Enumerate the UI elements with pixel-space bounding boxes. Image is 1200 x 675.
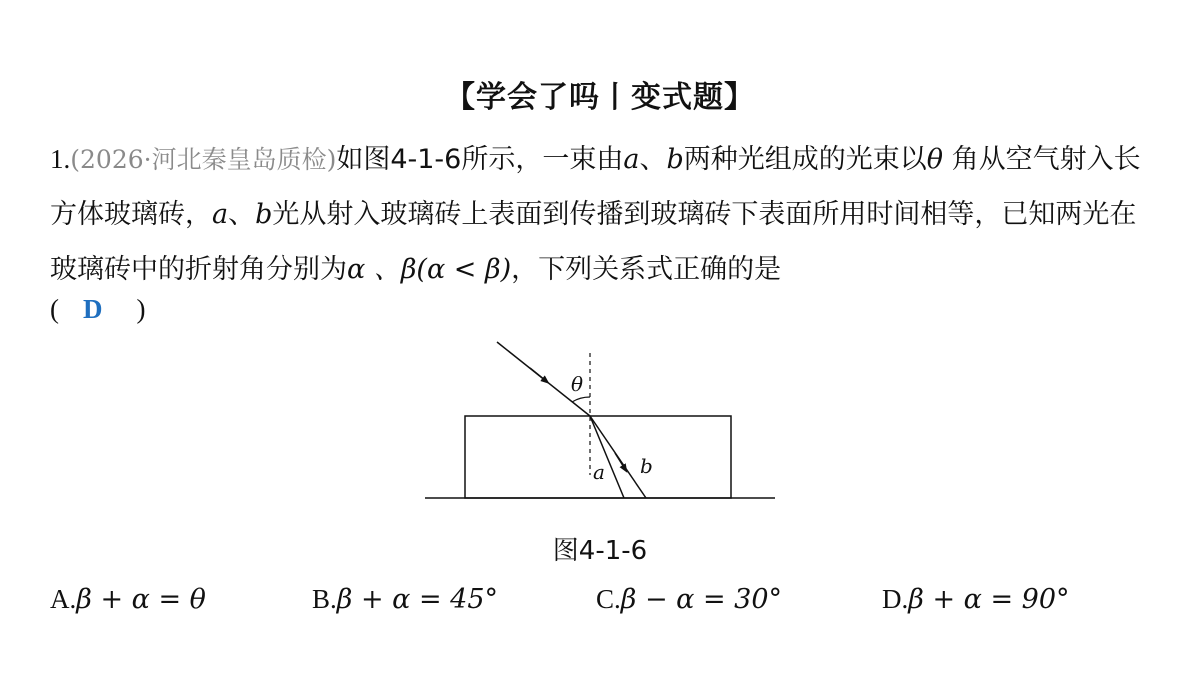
option-c-letter: C. xyxy=(596,584,621,614)
paren-close: ) xyxy=(136,294,146,324)
label-theta: θ xyxy=(571,372,584,396)
ray-b-arrow xyxy=(615,453,625,469)
var-b: b xyxy=(666,144,684,175)
option-a-formula: β + α = θ xyxy=(76,584,206,615)
theta-arc xyxy=(572,397,590,402)
section-title: 【学会了吗丨变式题】 xyxy=(445,80,755,115)
answer-line xyxy=(50,294,146,325)
option-a-letter: A. xyxy=(50,584,77,614)
option-a[interactable] xyxy=(50,584,206,615)
option-d-letter: D. xyxy=(882,584,909,614)
answer-letter: D xyxy=(83,294,103,324)
option-c[interactable] xyxy=(596,584,782,615)
option-b[interactable] xyxy=(312,584,498,615)
label-b: b xyxy=(640,454,653,478)
var-b-2: b xyxy=(255,199,273,230)
question-number: 1. xyxy=(50,144,71,174)
var-a: a xyxy=(623,144,640,175)
sep-1: 、 xyxy=(639,144,667,175)
var-theta: θ xyxy=(926,144,944,175)
option-c-formula: β − α = 30° xyxy=(620,584,783,615)
paren-open: ( xyxy=(50,294,59,324)
stem-text-3: 角从空气射入长方体玻璃砖， xyxy=(50,144,1141,230)
option-b-letter: B. xyxy=(312,584,337,614)
var-a-2: a xyxy=(212,199,229,230)
incident-arrow xyxy=(530,368,546,381)
angle-relation: α 、β(α < β) xyxy=(347,254,512,285)
stem-text-2: 两种光组成的光束以 xyxy=(683,144,927,175)
question-stem xyxy=(50,132,1160,297)
stem-text-1: 如图4-1-6所示，一束由 xyxy=(336,144,624,175)
option-b-formula: β + α = 45° xyxy=(336,584,499,615)
refraction-diagram xyxy=(420,335,790,510)
question-source: (2026·河北秦皇岛质检) xyxy=(70,145,337,174)
option-d-formula: β + α = 90° xyxy=(908,584,1070,615)
stem-text-4: 光从射入玻璃砖上表面到传播到玻璃砖下表面所用时间相等，已知两光在玻璃砖中的折射角分别为 xyxy=(50,199,1137,285)
stem-text-5: ，下列关系式正确的是 xyxy=(511,254,782,285)
label-a: a xyxy=(593,460,605,484)
option-d[interactable] xyxy=(882,584,1070,615)
sep-2: 、 xyxy=(228,199,256,230)
figure-caption: 图4-1-6 xyxy=(552,536,648,566)
